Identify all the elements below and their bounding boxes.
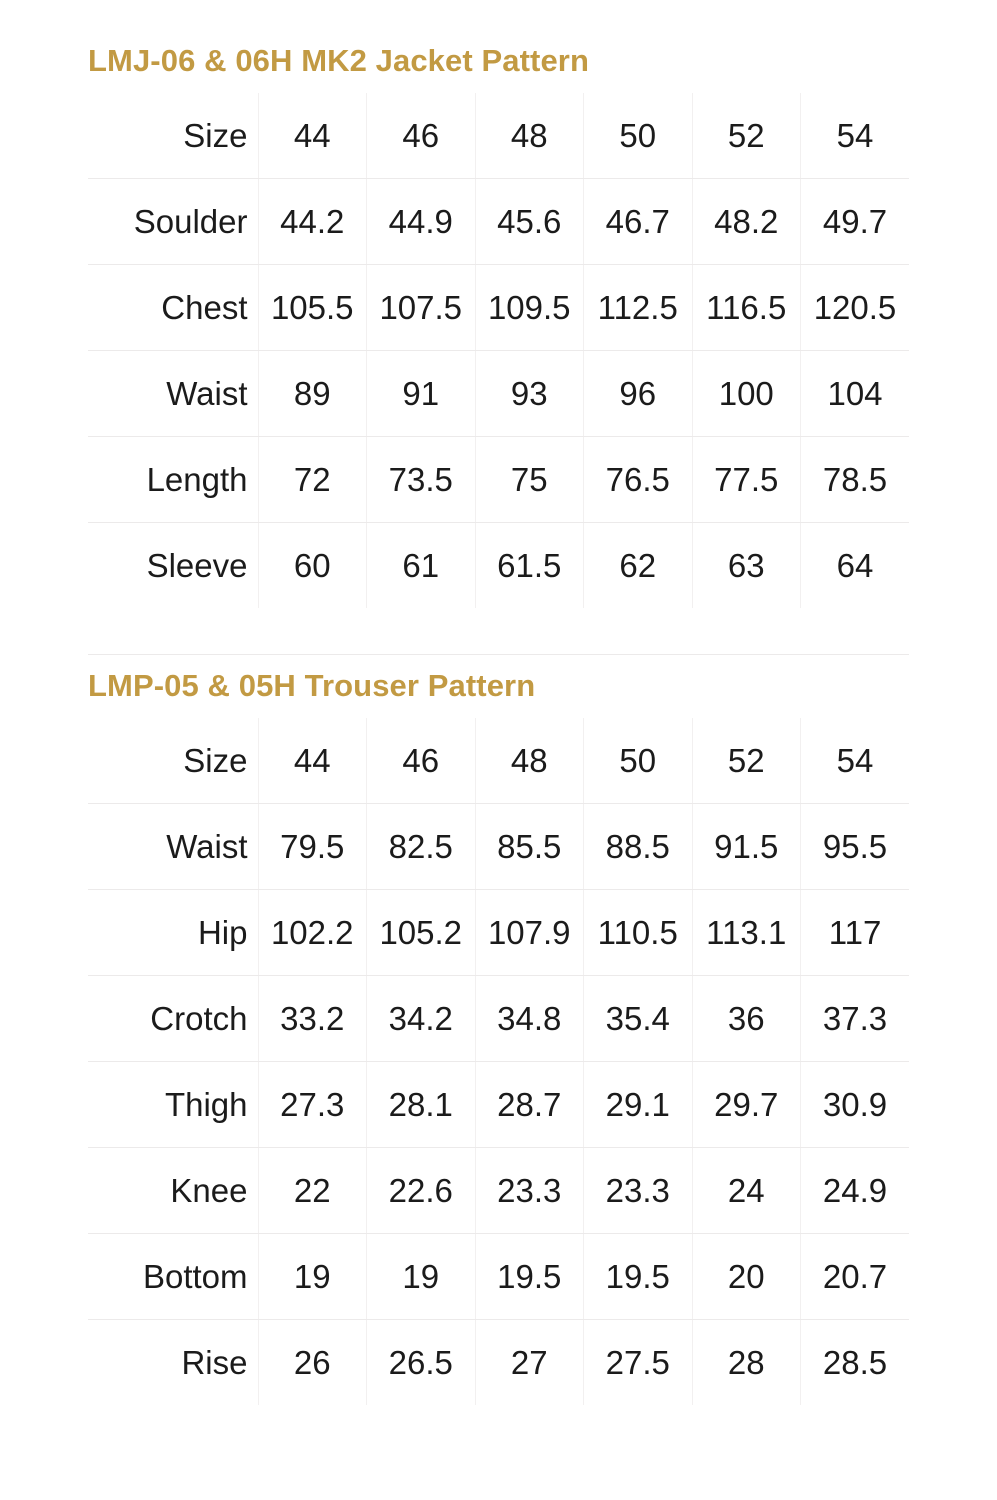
cell-value: 89 [258,351,367,437]
cell-value: 54 [801,93,910,179]
table-row [88,1148,909,1234]
cell-value: 22.6 [367,1148,476,1234]
row-label: Sleeve [88,523,258,609]
cell-value: 35.4 [584,976,693,1062]
cell-value: 37.3 [801,976,910,1062]
cell-value: 48 [475,718,584,804]
row-label: Crotch [88,976,258,1062]
cell-value: 78.5 [801,437,910,523]
trouser-pattern-title: LMP-05 & 05H Trouser Pattern [88,668,536,704]
cell-value: 105.5 [258,265,367,351]
cell-value: 28.5 [801,1320,910,1406]
cell-value: 48 [475,93,584,179]
cell-value: 45.6 [475,179,584,265]
table-row [88,718,909,804]
row-label: Size [88,93,258,179]
table-row [88,351,909,437]
cell-value: 60 [258,523,367,609]
cell-value: 26.5 [367,1320,476,1406]
row-label: Soulder [88,179,258,265]
cell-value: 93 [475,351,584,437]
row-label: Bottom [88,1234,258,1320]
cell-value: 27 [475,1320,584,1406]
row-label: Length [88,437,258,523]
cell-value: 24.9 [801,1148,910,1234]
cell-value: 107.5 [367,265,476,351]
cell-value: 117 [801,890,910,976]
cell-value: 49.7 [801,179,910,265]
cell-value: 113.1 [692,890,801,976]
cell-value: 107.9 [475,890,584,976]
trouser-size-table [88,718,909,1405]
cell-value: 44.2 [258,179,367,265]
cell-value: 91 [367,351,476,437]
table-row [88,890,909,976]
cell-value: 61.5 [475,523,584,609]
cell-value: 52 [692,718,801,804]
cell-value: 20 [692,1234,801,1320]
table-row [88,1320,909,1406]
cell-value: 63 [692,523,801,609]
cell-value: 120.5 [801,265,910,351]
cell-value: 95.5 [801,804,910,890]
cell-value: 112.5 [584,265,693,351]
cell-value: 73.5 [367,437,476,523]
cell-value: 22 [258,1148,367,1234]
cell-value: 75 [475,437,584,523]
cell-value: 79.5 [258,804,367,890]
cell-value: 24 [692,1148,801,1234]
cell-value: 62 [584,523,693,609]
cell-value: 27.5 [584,1320,693,1406]
cell-value: 48.2 [692,179,801,265]
cell-value: 54 [801,718,910,804]
cell-value: 34.2 [367,976,476,1062]
cell-value: 20.7 [801,1234,910,1320]
cell-value: 50 [584,93,693,179]
row-label: Thigh [88,1062,258,1148]
cell-value: 102.2 [258,890,367,976]
table-row [88,976,909,1062]
cell-value: 29.7 [692,1062,801,1148]
cell-value: 19.5 [475,1234,584,1320]
cell-value: 19.5 [584,1234,693,1320]
table-row [88,93,909,179]
table-row [88,1234,909,1320]
cell-value: 30.9 [801,1062,910,1148]
row-label: Rise [88,1320,258,1406]
cell-value: 44.9 [367,179,476,265]
section-divider [88,654,909,655]
cell-value: 44 [258,718,367,804]
cell-value: 52 [692,93,801,179]
cell-value: 82.5 [367,804,476,890]
row-label: Chest [88,265,258,351]
cell-value: 100 [692,351,801,437]
cell-value: 64 [801,523,910,609]
table-row [88,1062,909,1148]
cell-value: 28.1 [367,1062,476,1148]
cell-value: 29.1 [584,1062,693,1148]
cell-value: 110.5 [584,890,693,976]
cell-value: 44 [258,93,367,179]
jacket-pattern-title: LMJ-06 & 06H MK2 Jacket Pattern [88,43,590,78]
cell-value: 85.5 [475,804,584,890]
cell-value: 109.5 [475,265,584,351]
table-row [88,437,909,523]
cell-value: 33.2 [258,976,367,1062]
cell-value: 77.5 [692,437,801,523]
cell-value: 104 [801,351,910,437]
cell-value: 105.2 [367,890,476,976]
row-label: Size [88,718,258,804]
cell-value: 46 [367,93,476,179]
row-label: Waist [88,804,258,890]
cell-value: 46 [367,718,476,804]
jacket-size-table [88,93,909,608]
cell-value: 72 [258,437,367,523]
cell-value: 61 [367,523,476,609]
cell-value: 50 [584,718,693,804]
cell-value: 96 [584,351,693,437]
cell-value: 88.5 [584,804,693,890]
cell-value: 28.7 [475,1062,584,1148]
cell-value: 26 [258,1320,367,1406]
cell-value: 27.3 [258,1062,367,1148]
cell-value: 28 [692,1320,801,1406]
cell-value: 23.3 [584,1148,693,1234]
table-row [88,804,909,890]
table-row [88,523,909,609]
top-spacer [88,24,909,30]
cell-value: 34.8 [475,976,584,1062]
row-label: Hip [88,890,258,976]
row-label: Waist [88,351,258,437]
cell-value: 116.5 [692,265,801,351]
table-row [88,265,909,351]
cell-value: 46.7 [584,179,693,265]
cell-value: 19 [258,1234,367,1320]
cell-value: 19 [367,1234,476,1320]
table-row [88,179,909,265]
row-label: Knee [88,1148,258,1234]
cell-value: 36 [692,976,801,1062]
cell-value: 76.5 [584,437,693,523]
cell-value: 23.3 [475,1148,584,1234]
cell-value: 91.5 [692,804,801,890]
